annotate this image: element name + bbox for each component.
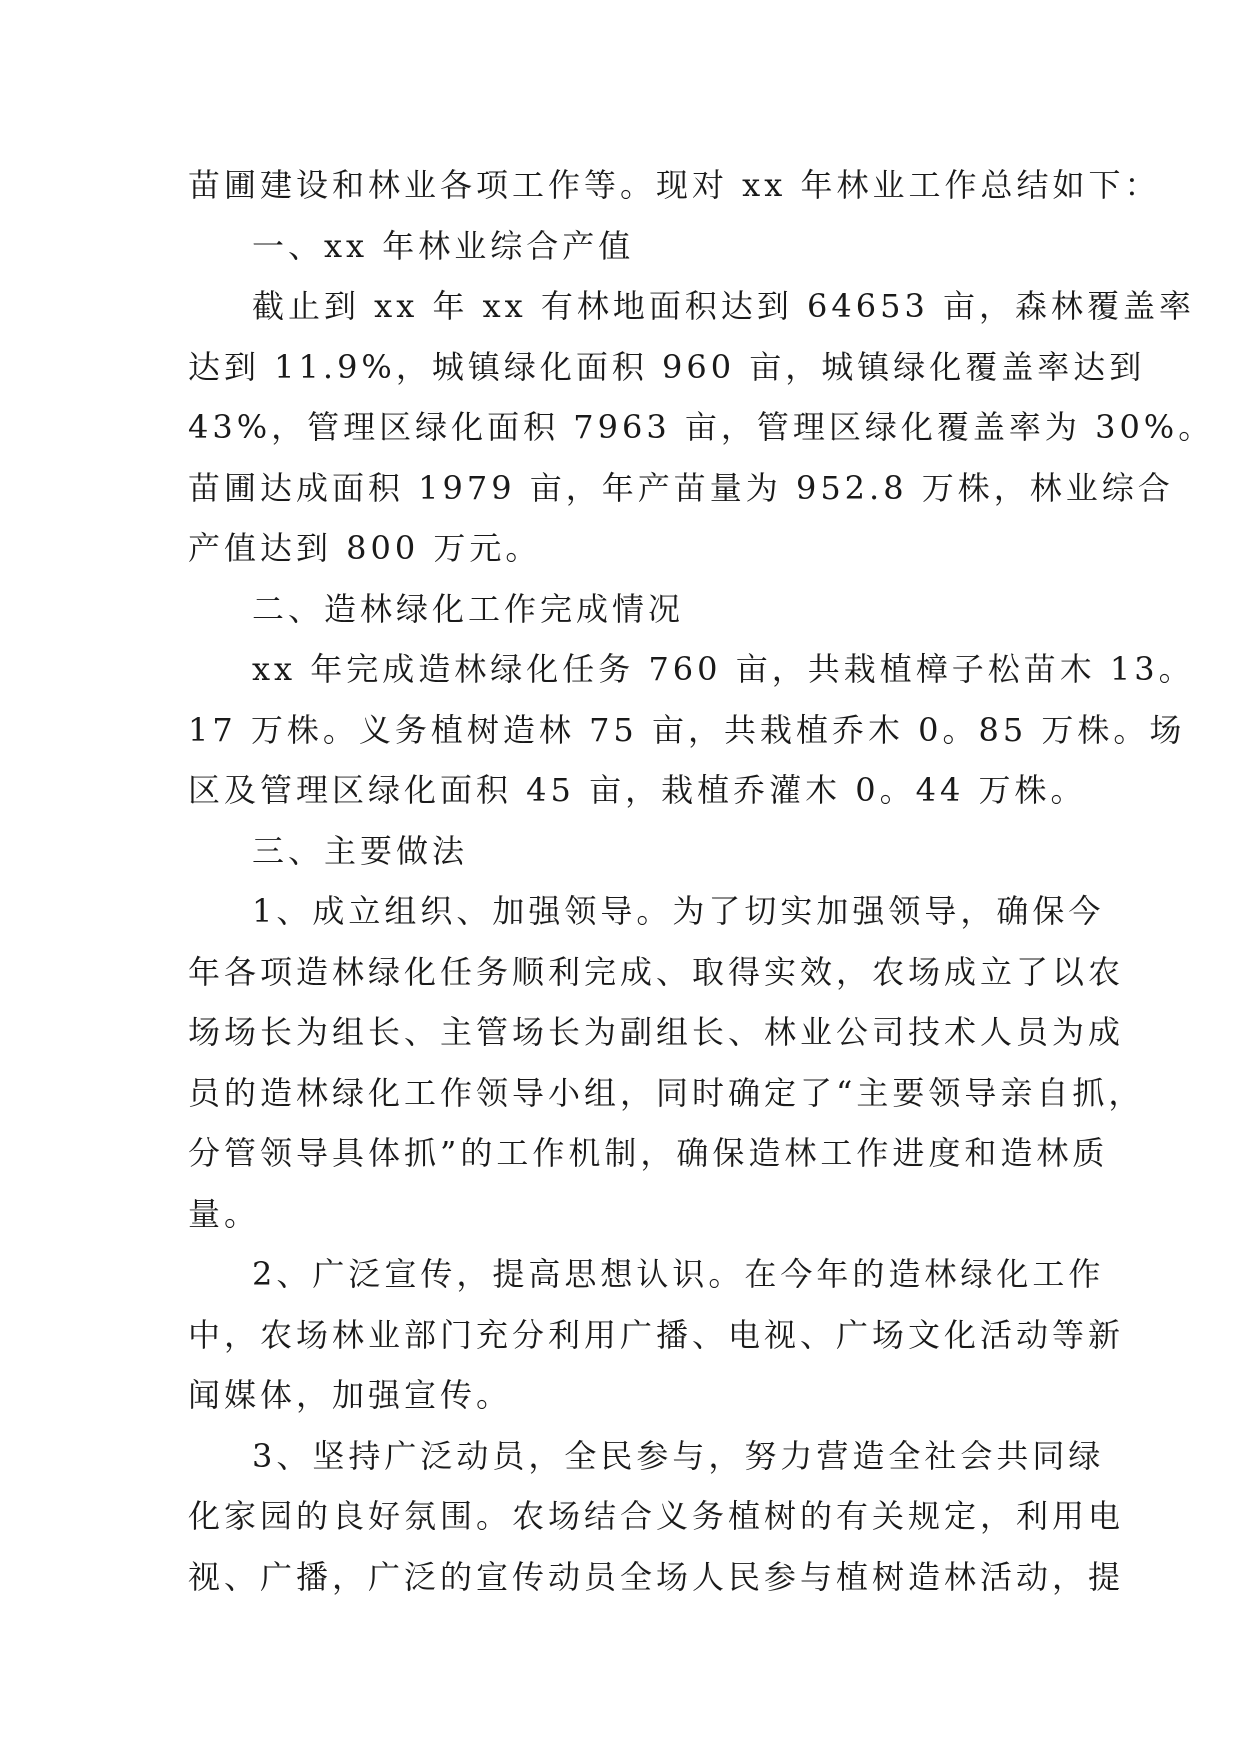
text-line: 截止到 xx 年 xx 有林地面积达到 64653 亩，森林覆盖率 [252, 287, 1196, 325]
section-heading: 二、造林绿化工作完成情况 [252, 589, 685, 628]
text-line: xx 年完成造林绿化任务 760 亩，共栽植樟子松苗木 13。 [252, 650, 1195, 688]
text-line: 产值达到 800 万元。 [188, 529, 542, 567]
text-line: 苗圃达成面积 1979 亩，年产苗量为 952.8 万株，林业综合 [188, 468, 1174, 507]
text-line: 苗圃建设和林业各项工作等。现对 xx 年林业工作总结如下： [188, 166, 1161, 204]
text-line: 1、成立组织、加强领导。为了切实加强领导，确保今 [252, 892, 1105, 930]
text-line: 达到 11.9%，城镇绿化面积 960 亩，城镇绿化覆盖率达到 [188, 347, 1146, 386]
text-line: 分管领导具体抓”的工作机制，确保造林工作进度和造林质 [188, 1134, 1109, 1172]
document-body [188, 155, 1215, 1607]
text-line: 年各项造林绿化任务顺利完成、取得实效，农场成立了以农 [188, 952, 1125, 991]
text-line: 化家园的良好氛围。农场结合义务植树的有关规定，利用电 [188, 1497, 1125, 1535]
text-line: 视、广播，广泛的宣传动员全场人民参与植树造林活动，提 [188, 1557, 1125, 1596]
text-line: 区及管理区绿化面积 45 亩，栽植乔灌木 0。44 万株。 [188, 771, 1087, 809]
text-line: 3、坚持广泛动员，全民参与，努力营造全社会共同绿 [252, 1436, 1105, 1475]
section-heading: 一、xx 年林业综合产值 [252, 226, 635, 265]
text-line: 量。 [188, 1194, 261, 1233]
text-line: 17 万株。义务植树造林 75 亩，共栽植乔木 0。85 万株。场 [188, 710, 1186, 749]
text-line: 员的造林绿化工作领导小组，同时确定了“主要领导亲自抓， [188, 1073, 1145, 1112]
section-heading: 三、主要做法 [252, 831, 469, 870]
text-line: 场场长为组长、主管场长为副组长、林业公司技术人员为成 [188, 1013, 1125, 1051]
text-line: 中，农场林业部门充分利用广播、电视、广场文化活动等新 [188, 1315, 1125, 1354]
text-line: 闻媒体，加强宣传。 [188, 1376, 513, 1414]
text-line: 2、广泛宣传，提高思想认识。在今年的造林绿化工作 [252, 1255, 1105, 1293]
text-line: 43%，管理区绿化面积 7963 亩，管理区绿化覆盖率为 30%。 [188, 408, 1215, 446]
